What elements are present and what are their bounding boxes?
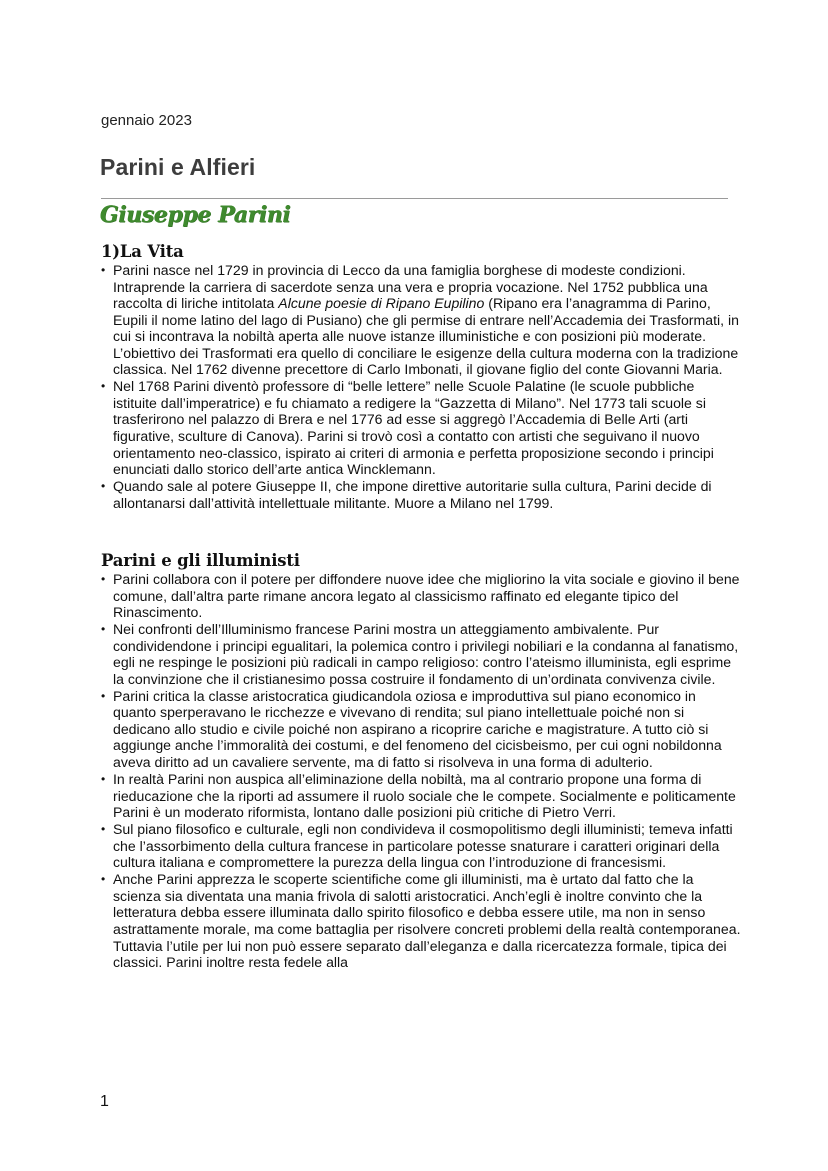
document-date: gennaio 2023 (101, 112, 192, 129)
list-item: • Parini nasce nel 1729 in provincia di Lecco da una famiglia borghese di modeste condizioni. Intraprende la carriera di sacerdote senza una vera e propria vocazione. Nel 1752 pubblica una raccolta di liriche intitolata Alcune poesie di Ripano Eupilino (Ripano era l’anagramma di Parino, Eupili il nome latino del lago di Pusiano) che gli permise di entrare nell’Accademia dei Trasformati, in cui si incontrava la nobiltà aperta alle nuove istanze illuministiche e con posizioni più moderate. L’obiettivo dei Trasformati era quello di conciliare le esigenze della cultura moderna con la tradizione classica. Nel 1762 divenne precettore di Carlo Imbonati, il giovane figlio del conte Giovanni Maria. (101, 262, 739, 378)
list-item: • Sul piano filosofico e culturale, egli non condivideva il cosmopolitismo degli illuministi; temeva infatti che l’assorbimento della cultura francese in particolare potesse snaturare i caratteri originari della cultura italiana e compromettere la purezza della lingua con l’introduzione di francesismi. (101, 821, 733, 871)
book-title: Alcune poesie di Ripano Eupilino (278, 295, 485, 312)
bullet-icon: • (101, 263, 106, 277)
bullet-icon: • (101, 572, 106, 586)
bullet-icon: • (101, 622, 106, 637)
heading-parini-illuministi: Parini e gli illuministi (101, 551, 300, 570)
bullet-icon: • (101, 772, 106, 787)
list-item: • Nei confronti dell’Illuminismo francese Parini mostra un atteggiamento ambivalente. Pur condividendone i principi egualitari, la polemica contro i privilegi nobiliari e la condanna al fanatismo, egli ne respinge le posizioni più radicali in campo religioso: contro l’ateismo illuminista, egli esprime la convinzione che il cristianesimo possa costruire il fondamento di un’ordinata convivenza civile. (101, 621, 739, 687)
list-item: • In realtà Parini non auspica all’eliminazione della nobiltà, ma al contrario propone una forma di rieducazione che la riporti ad assumere il ruolo sociale che le compete. Socialmente e politicamente Parini è un moderato riformista, lontano dalle posizioni più critiche di Pietro Verri. (101, 771, 736, 821)
bullet-icon: • (101, 822, 106, 837)
list-item: • Nel 1768 Parini diventò professore di “belle lettere” nelle Scuole Palatine (le scuole pubbliche istituite dall’imperatrice) e fu chiamato a redigere la “Gazzetta di Milano”. Nel 1773 tali scuole si trasferirono nel palazzo di Brera e nel 1776 ad esse si aggregò l’Accademia di Belle Arti (arti figurative, sculture di Canova). Parini si trovò così a contatto con artisti che seguivano il nuovo orientamento neo-classico, ispirato ai criteri di armonia e perfetta proposizione secondo i principi enunciati dallo storico dell’arte antica Wincklemann. (101, 378, 714, 478)
illuministi-list (101, 571, 741, 971)
section-title: Giuseppe Parini (100, 202, 291, 228)
bullet-icon: • (101, 379, 106, 394)
heading-la-vita: 1)La Vita (101, 242, 184, 261)
vita-list (101, 262, 741, 512)
list-item: • Quando sale al potere Giuseppe II, che impone direttive autoritarie sulla cultura, Parini decide di allontanarsi dall’attività intellettuale militante. Muore a Milano nel 1799. (101, 478, 712, 511)
page-number: 1 (100, 1093, 109, 1110)
document-title: Parini e Alfieri (100, 154, 256, 180)
list-item: • Anche Parini apprezza le scoperte scientifiche come gli illuministi, ma è urtato dal fatto che la scienza sia diventata una mania frivola di salotti aristocratici. Anch’egli è inoltre convinto che la letteratura debba essere illuminata dallo spirito filosofico e debba essere utile, ma non in senso astrattamente morale, ma come battaglia per risolvere concreti problemi della realtà contemporanea. Tuttavia l’utile per lui non può essere separato dall’eleganza e dalla ricercatezza formale, tipica dei classici. Parini inoltre resta fedele alla (101, 871, 741, 971)
bullet-icon: • (101, 479, 106, 494)
bullet-icon: • (101, 872, 106, 887)
title-divider (101, 198, 728, 199)
list-item: • Parini critica la classe aristocratica giudicandola oziosa e improduttiva sul piano economico in quanto sperperavano le ricchezze e vivevano di rendita; sul piano intellettuale poiché non si dedicano allo studio e civile poiché non aspirano a ricoprire cariche e magistrature. A tutto ciò si aggiunge anche l’immoralità dei costumi, e del fenomeno del cicisbeismo, per cui ogni nobildonna aveva diritto ad un cavaliere servente, ma di fatto si risolveva in una forma di adulterio. (101, 687, 722, 771)
list-item: • Parini collabora con il potere per diffondere nuove idee che migliorino la vita sociale e giovino il bene comune, dall’altra parte rimane ancora legato al classicismo raffinato ed elegante tipico del Rinascimento. (101, 571, 740, 621)
bullet-icon: • (101, 688, 106, 703)
